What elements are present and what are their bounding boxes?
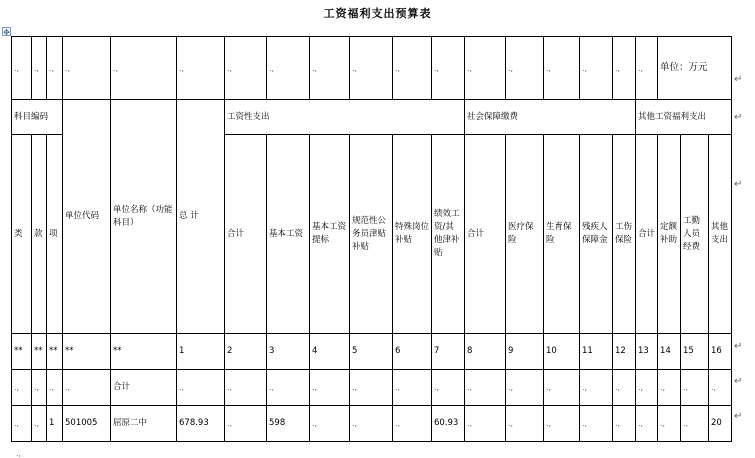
cell-blank: ., <box>310 406 350 442</box>
table-row-subtotal <box>12 370 732 406</box>
cell-blank: ., <box>225 370 267 406</box>
header-xiang: 项 <box>47 135 63 334</box>
cell-blank: ., <box>177 370 225 406</box>
header-unit-name: 单位名称（功能科目） <box>111 100 177 334</box>
cell-blank: ., <box>613 406 636 442</box>
index-cell: 11 <box>580 334 613 370</box>
table-row-group-headers <box>12 100 732 135</box>
cell-blank: ., <box>32 406 47 442</box>
budget-table <box>11 36 732 442</box>
table-row-index <box>12 334 732 370</box>
cell-blank: ., <box>636 370 658 406</box>
header-worker-expense: 工勤人员经费 <box>681 135 709 334</box>
header-medical-insurance: 医疗保险 <box>506 135 544 334</box>
cell-blank: ., <box>267 37 310 100</box>
header-other-total: 合计 <box>636 135 658 334</box>
cell-blank: ., <box>393 37 432 100</box>
table-move-handle-icon[interactable]: ✥ <box>3 28 10 37</box>
header-lei: 类 <box>12 135 32 334</box>
cell-blank: ., <box>613 37 636 100</box>
cell-blank: ., <box>636 406 658 442</box>
index-cell: 9 <box>506 334 544 370</box>
header-performance-salary: 绩效工资/其他津补贴 <box>432 135 465 334</box>
cell-blank: ., <box>350 406 393 442</box>
cell-blank: ., <box>544 370 580 406</box>
cell-blank: ., <box>310 37 350 100</box>
subtotal-label: 合计 <box>111 370 177 406</box>
header-basic-salary: 基本工资 <box>267 135 310 334</box>
index-cell: ** <box>32 334 47 370</box>
cell-blank: ., <box>681 406 709 442</box>
cell-blank: ., <box>12 370 32 406</box>
cell-blank: ., <box>465 370 506 406</box>
cell-blank: ., <box>506 37 544 100</box>
cell-blank: ., <box>544 406 580 442</box>
cell-basic-salary: 598 <box>267 406 310 442</box>
header-group-salary: 工资性支出 <box>225 100 465 135</box>
header-group-other: 其他工资福利支出 <box>636 100 732 135</box>
header-kuan: 款 <box>32 135 47 334</box>
cell-blank: ., <box>544 37 580 100</box>
header-basic-salary-raise: 基本工资提标 <box>310 135 350 334</box>
cell-other-expense: 20 <box>709 406 732 442</box>
index-cell: 6 <box>393 334 432 370</box>
row-end-mark-icon: ↵ <box>734 74 743 85</box>
header-group-social: 社会保障缴费 <box>465 100 636 135</box>
cell-blank: ., <box>432 37 465 100</box>
cell-blank: ., <box>506 370 544 406</box>
index-cell: ** <box>63 334 111 370</box>
index-cell: 2 <box>225 334 267 370</box>
cell-blank: ., <box>681 370 709 406</box>
cell-blank: ., <box>709 370 732 406</box>
header-injury-insurance: 工伤保险 <box>613 135 636 334</box>
cell-blank: ., <box>63 370 111 406</box>
cell-total: 678.93 <box>177 406 225 442</box>
header-salary-total: 合计 <box>225 135 267 334</box>
cell-performance: 60.93 <box>432 406 465 442</box>
cell-blank: ., <box>393 406 432 442</box>
index-cell: 5 <box>350 334 393 370</box>
cell-blank: ., <box>63 37 111 100</box>
row-end-mark-icon: ↵ <box>734 341 743 352</box>
cell-blank: ., <box>432 370 465 406</box>
row-end-mark-icon: ↵ <box>734 376 743 387</box>
cell-unit-code: 501005 <box>63 406 111 442</box>
cell-blank: ., <box>658 370 681 406</box>
index-cell: ** <box>47 334 63 370</box>
cell-blank: ., <box>350 370 393 406</box>
cell-blank: ., <box>225 37 267 100</box>
unit-label: 单位：万元 <box>658 37 732 100</box>
table-row-data <box>12 406 732 442</box>
cell-blank: ., <box>580 370 613 406</box>
cell-blank: ., <box>32 37 47 100</box>
index-cell: 14 <box>658 334 681 370</box>
header-disability-fund: 残疾人保障金 <box>580 135 613 334</box>
cell-blank: ., <box>47 370 63 406</box>
table-row-unit <box>12 37 732 100</box>
cell-blank: ., <box>12 37 32 100</box>
cell-blank: ., <box>177 37 225 100</box>
header-social-total: 合计 <box>465 135 506 334</box>
index-cell: ** <box>12 334 32 370</box>
index-cell: 16 <box>709 334 732 370</box>
index-cell: 15 <box>681 334 709 370</box>
cell-blank: ., <box>580 37 613 100</box>
index-cell: ** <box>111 334 177 370</box>
paragraph-mark: ., <box>16 449 22 458</box>
header-fixed-subsidy: 定额补助 <box>658 135 681 334</box>
row-end-mark-icon: ↵ <box>734 179 743 190</box>
cell-blank: ., <box>350 37 393 100</box>
header-total: 总 计 <box>177 100 225 334</box>
index-cell: 12 <box>613 334 636 370</box>
cell-blank: ., <box>658 406 681 442</box>
index-cell: 7 <box>432 334 465 370</box>
cell-blank: ., <box>12 406 32 442</box>
cell-blank: ., <box>465 37 506 100</box>
index-cell: 8 <box>465 334 506 370</box>
cell-blank: ., <box>310 370 350 406</box>
header-other-expense: 其他支出 <box>709 135 732 334</box>
cell-blank: ., <box>225 406 267 442</box>
row-end-mark-icon: ↵ <box>734 411 743 422</box>
index-cell: 10 <box>544 334 580 370</box>
cell-blank: ., <box>506 406 544 442</box>
cell-blank: ., <box>111 37 177 100</box>
index-cell: 3 <box>267 334 310 370</box>
header-civil-servant-allowance: 规范性公务员津贴补贴 <box>350 135 393 334</box>
header-subject-code: 科目编码 <box>12 100 63 135</box>
cell-blank: ., <box>636 37 658 100</box>
cell-blank: ., <box>32 370 47 406</box>
cell-xiang: 1 <box>47 406 63 442</box>
header-unit-code: 单位代码 <box>63 100 111 334</box>
cell-blank: ., <box>465 406 506 442</box>
header-special-post-allowance: 特殊岗位补贴 <box>393 135 432 334</box>
cell-blank: ., <box>267 370 310 406</box>
cell-blank: ., <box>613 370 636 406</box>
index-cell: 1 <box>177 334 225 370</box>
cell-blank: ., <box>47 37 63 100</box>
index-cell: 13 <box>636 334 658 370</box>
cell-blank: ., <box>393 370 432 406</box>
header-maternity-insurance: 生育保险 <box>544 135 580 334</box>
index-cell: 4 <box>310 334 350 370</box>
row-end-mark-icon: ↵ <box>734 112 743 123</box>
page-title: 工资福利支出预算表 <box>323 7 432 20</box>
cell-blank: ., <box>580 406 613 442</box>
cell-unit-name: 屈原二中 <box>111 406 177 442</box>
